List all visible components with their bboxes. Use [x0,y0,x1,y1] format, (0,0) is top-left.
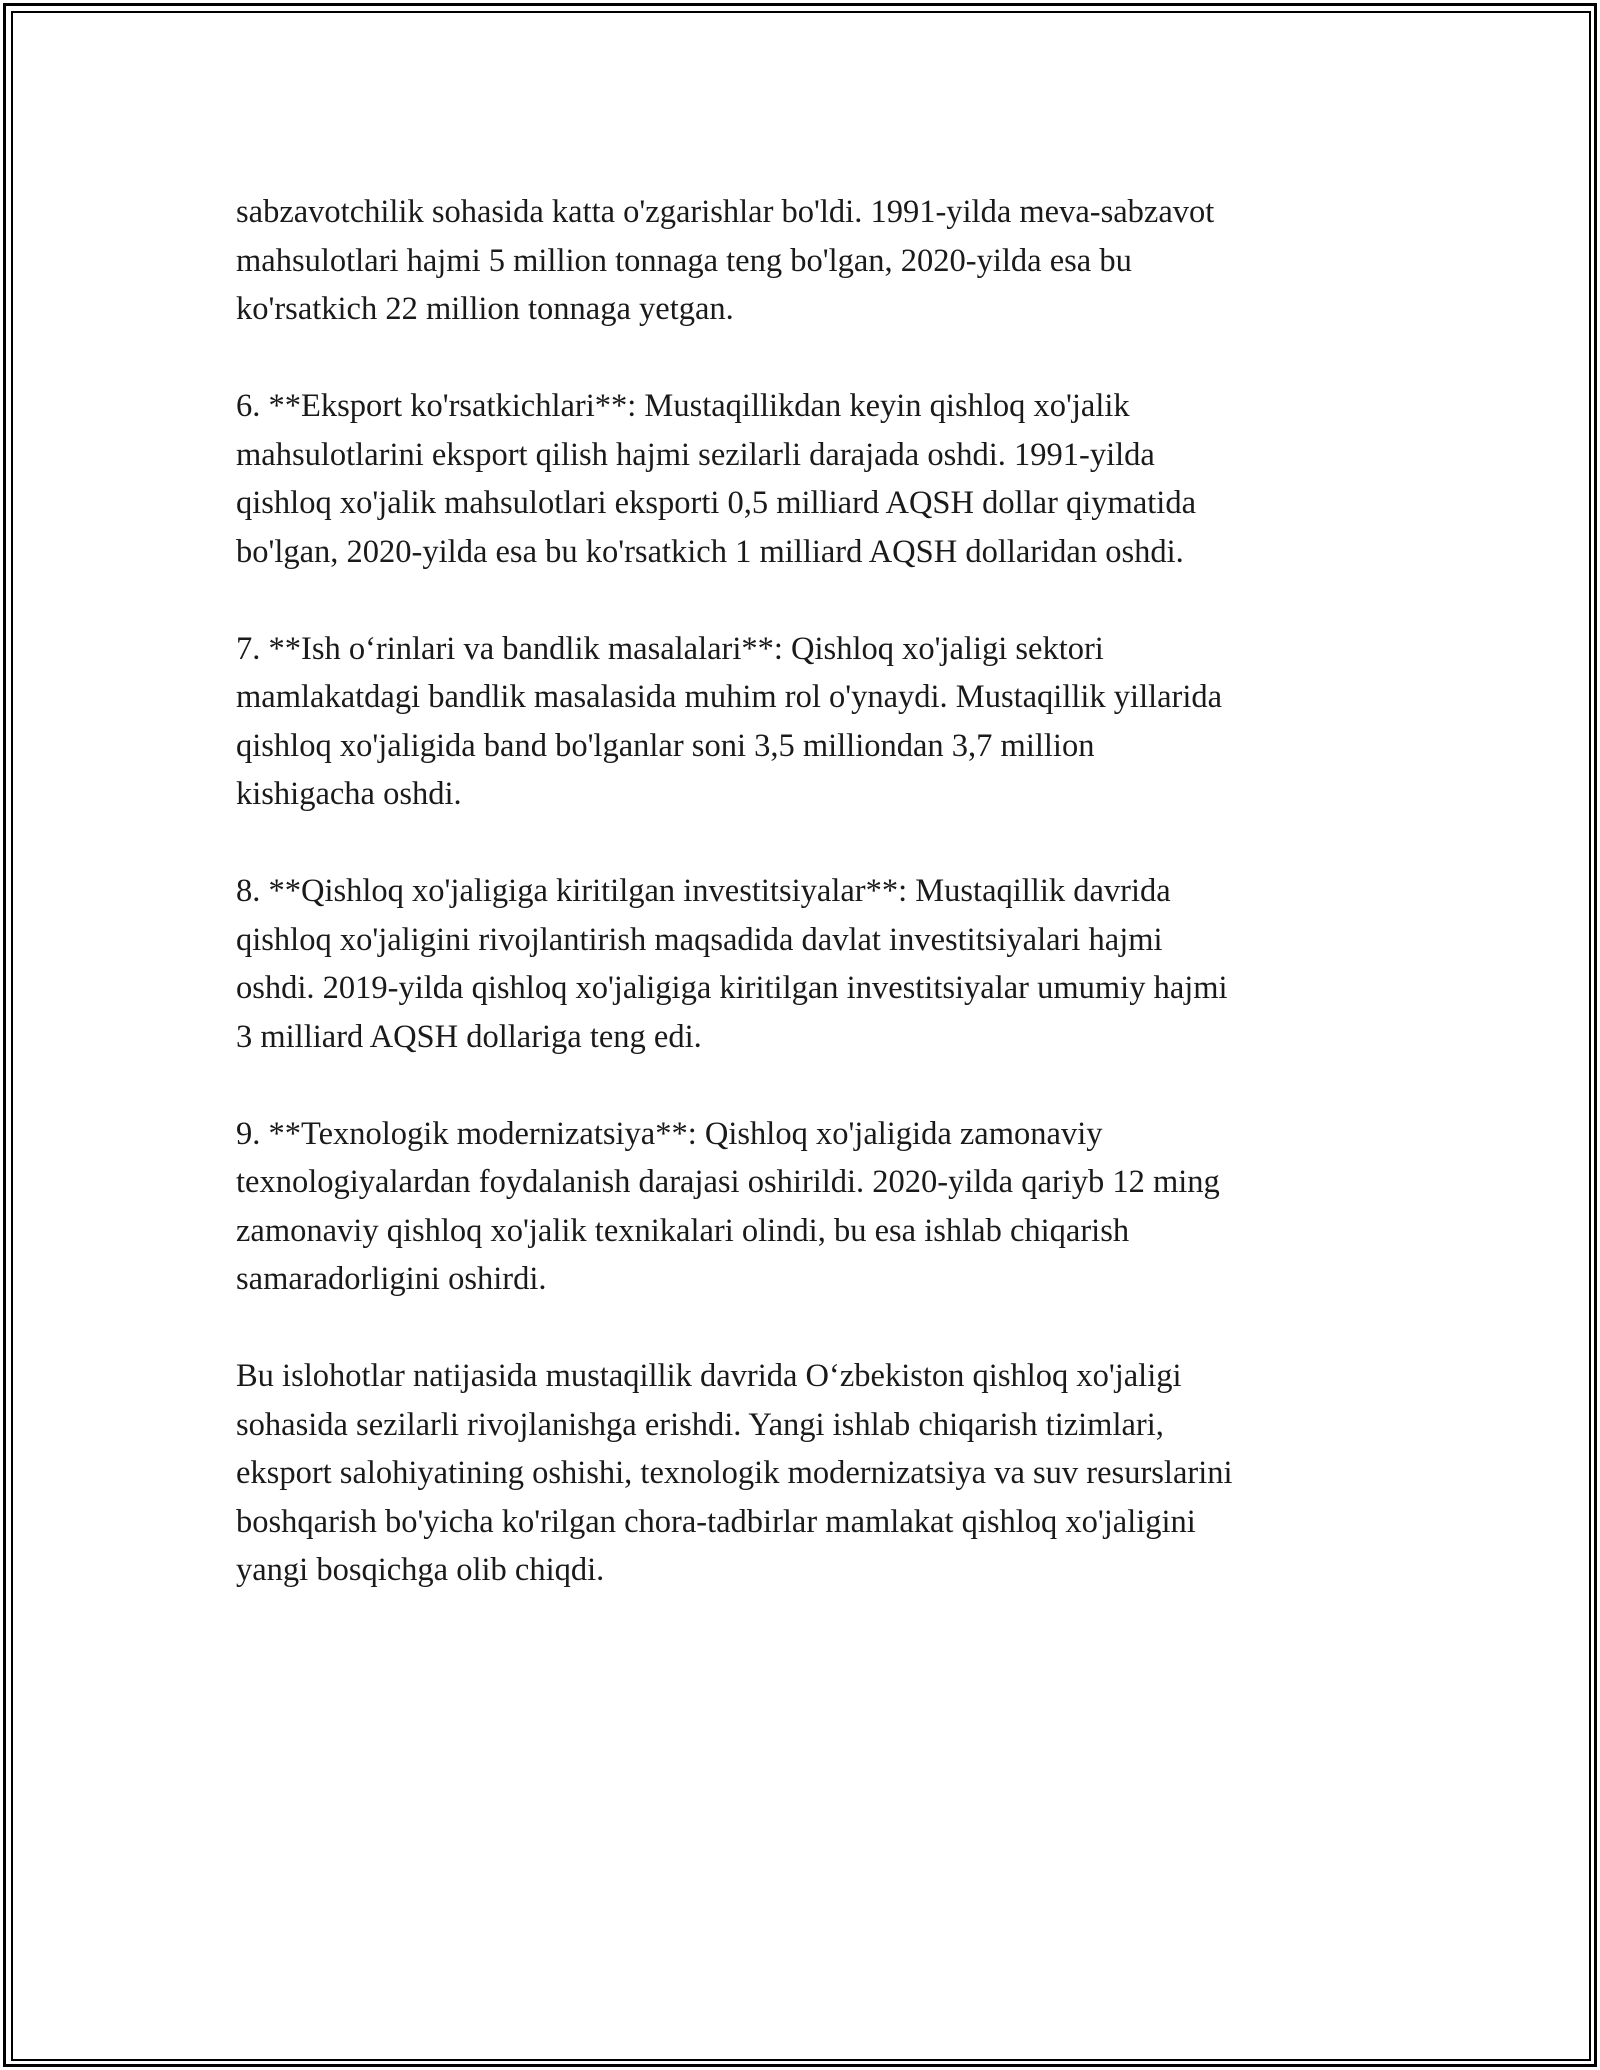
paragraph-export-indicators: 6. **Eksport ko'rsatkichlari**: Mustaqillikdan keyin qishloq xo'jalik mahsulotlarini eksport qilish hajmi sezilarli darajada oshdi. 1991-yilda qishloq xo'jalik mahsulotlari eksporti 0,5 milliard AQSH dollar qiymatida bo'lgan, 2020-yilda esa bu ko'rsatkich 1 milliard AQSH dollaridan oshdi. [236,388,1196,570]
paragraph-vegetable-growing: sabzavotchilik sohasida katta o'zgarishlar bo'ldi. 1991-yilda meva-sabzavot mahsulotlari hajmi 5 million tonnaga teng bo'lgan, 2020-yilda esa bu ko'rsatkich 22 million tonnaga yetgan. [236,194,1215,327]
document-body [236,188,1376,1595]
paragraph-conclusion: Bu islohotlar natijasida mustaqillik davrida O‘zbekiston qishloq xo'jaligi sohasida sezilarli rivojlanishga erishdi. Yangi ishlab chiqarish tizimlari, eksport salohiyatining oshishi, texnologik modernizatsiya va suv resurslarini boshqarish bo'yicha ko'rilgan chora-tadbirlar mamlakat qishloq xo'jaligini yangi bosqichga olib chiqdi. [236,1358,1233,1588]
paragraph-employment: 7. **Ish o‘rinlari va bandlik masalalari**: Qishloq xo'jaligi sektori mamlakatdagi bandlik masalasida muhim rol o'ynaydi. Mustaqillik yillarida qishloq xo'jaligida band bo'lganlar soni 3,5 milliondan 3,7 million kishigacha oshdi. [236,630,1223,812]
paragraph-investments: 8. **Qishloq xo'jaligiga kiritilgan investitsiyalar**: Mustaqillik davrida qishloq xo'jaligini rivojlantirish maqsadida davlat investitsiyalari hajmi oshdi. 2019-yilda qishloq xo'jaligiga kiritilgan investitsiyalar umumiy hajmi 3 milliard AQSH dollariga teng edi. [236,873,1228,1055]
paragraph-technological-modernization: 9. **Texnologik modernizatsiya**: Qishloq xo'jaligida zamonaviy texnologiyalardan foydalanish darajasi oshirildi. 2020-yilda qariyb 12 ming zamonaviy qishloq xo'jalik texnikalari olindi, bu esa ishlab chiqarish samaradorligini oshirdi. [236,1115,1220,1297]
